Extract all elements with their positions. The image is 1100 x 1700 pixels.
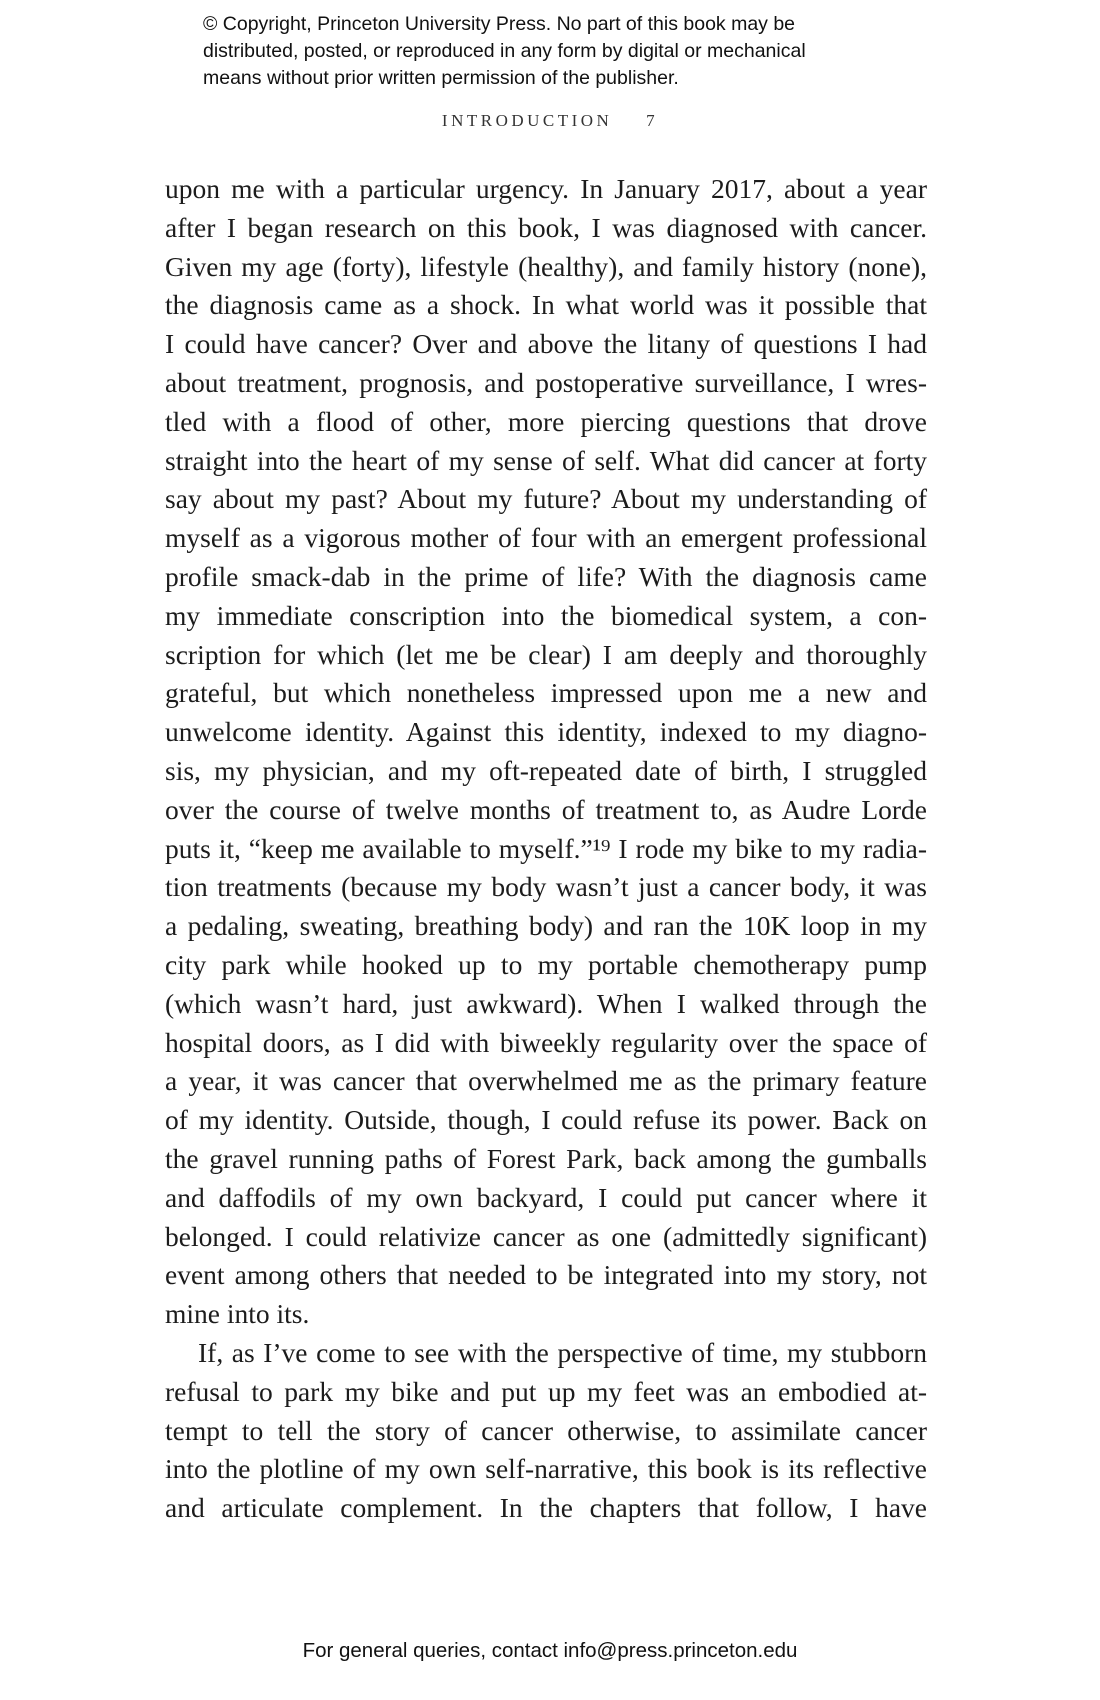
- body-line: of my identity. Outside, though, I could refuse its power. Back on: [165, 1104, 927, 1136]
- body-line: refusal to park my bike and put up my feet was an embodied at-: [165, 1375, 927, 1407]
- body-line: tled with a flood of other, more piercing questions that drove: [165, 405, 927, 437]
- body-line: myself as a vigorous mother of four with an emergent professional: [165, 522, 927, 554]
- running-head-title: INTRODUCTION: [441, 111, 613, 130]
- body-line: (which wasn’t hard, just awkward). When I walked through the: [165, 987, 927, 1019]
- body-line: straight into the heart of my sense of self. What did cancer at forty: [165, 444, 927, 476]
- body-line: belonged. I could relativize cancer as one (admittedly significant): [165, 1220, 927, 1252]
- body-line: my immediate conscription into the biomedical system, a con-: [165, 599, 927, 631]
- body-line: grateful, but which nonetheless impressed upon me a new and: [165, 677, 927, 709]
- body-line: Given my age (forty), lifestyle (healthy), and family history (none),: [165, 250, 927, 282]
- body-line: mine into its.: [165, 1298, 310, 1330]
- body-line: over the course of twelve months of treatment to, as Audre Lorde: [165, 793, 927, 825]
- body-line: say about my past? About my future? About my understanding of: [165, 483, 927, 515]
- body-line: If, as I’ve come to see with the perspective of time, my stubborn: [198, 1336, 927, 1368]
- body-line: into the plotline of my own self-narrative, this book is its reflective: [165, 1453, 927, 1485]
- body-line: city park while hooked up to my portable chemotherapy pump: [165, 948, 927, 980]
- copyright-notice: © Copyright, Princeton University Press. No part of this book may be distributed, posted, or reproduced in any form by digital or mechanical means without prior written permission of the publisher.: [203, 13, 806, 89]
- body-line: upon me with a particular urgency. In January 2017, about a year: [165, 173, 927, 204]
- page-number: 7: [646, 111, 659, 130]
- running-head: [0, 111, 1100, 131]
- body-text: [165, 170, 927, 1528]
- body-line: and daffodils of my own backyard, I could put cancer where it: [165, 1181, 927, 1213]
- body-line: event among others that needed to be integrated into my story, not: [165, 1259, 927, 1291]
- body-line: tempt to tell the story of cancer otherwise, to assimilate cancer: [165, 1414, 927, 1446]
- body-line: I could have cancer? Over and above the litany of questions I had: [165, 328, 927, 360]
- body-line: scription for which (let me be clear) I am deeply and thoroughly: [165, 638, 927, 670]
- body-line: about treatment, prognosis, and postoperative surveillance, I wres-: [165, 366, 927, 398]
- body-line: a pedaling, sweating, breathing body) and ran the 10K loop in my: [165, 910, 927, 942]
- body-line: hospital doors, as I did with biweekly regularity over the space of: [165, 1026, 927, 1058]
- body-line: puts it, “keep me available to myself.”¹⁹ I rode my bike to my radia-: [165, 832, 927, 864]
- body-line: a year, it was cancer that overwhelmed me as the primary feature: [165, 1065, 927, 1097]
- body-line: profile smack-dab in the prime of life? With the diagnosis came: [165, 560, 927, 592]
- body-line: after I began research on this book, I was diagnosed with cancer.: [165, 211, 927, 243]
- body-line: and articulate complement. In the chapters that follow, I have: [165, 1492, 927, 1524]
- body-line: tion treatments (because my body wasn’t just a cancer body, it was: [165, 871, 927, 903]
- body-line: unwelcome identity. Against this identity, indexed to my diagno-: [165, 716, 927, 748]
- body-line: sis, my physician, and my oft-repeated date of birth, I struggled: [165, 754, 927, 786]
- body-line: the gravel running paths of Forest Park, back among the gumballs: [165, 1142, 927, 1174]
- footer-contact: For general queries, contact info@press.princeton.edu: [302, 1639, 798, 1662]
- body-line: the diagnosis came as a shock. In what world was it possible that: [165, 289, 927, 321]
